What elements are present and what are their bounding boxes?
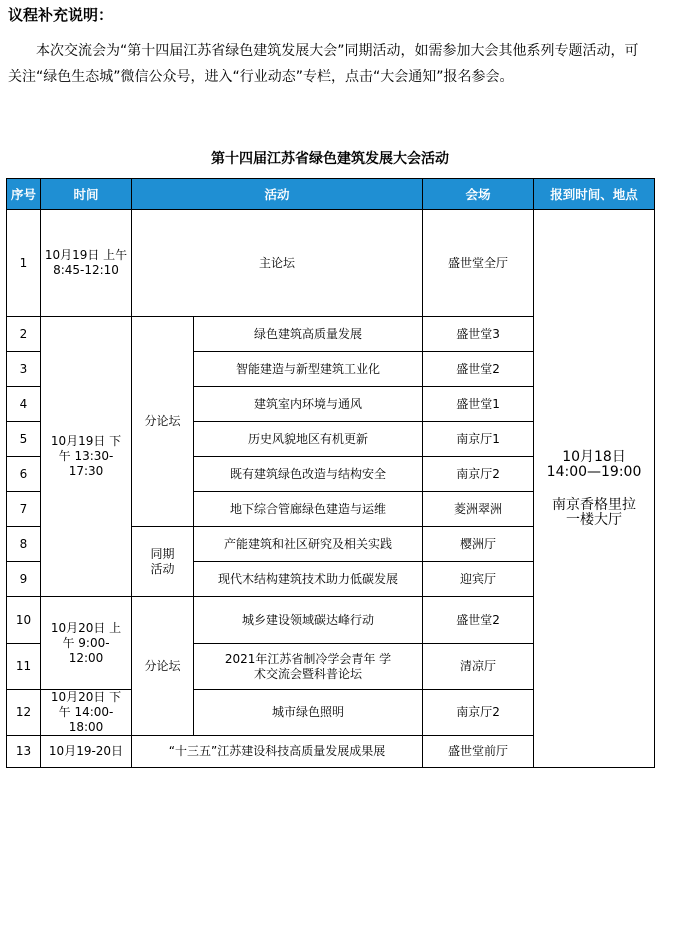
registration-date: 10月18日: [562, 448, 626, 465]
activity-text: 2021年江苏省制冷学会青年 学术交流会暨科普论坛: [224, 651, 392, 681]
row-type: 分论坛: [132, 317, 194, 527]
row-venue: 盛世堂前厅: [423, 736, 534, 768]
row-venue: 南京厅1: [423, 422, 534, 457]
header-no: 序号: [7, 179, 41, 210]
row-venue: 盛世堂全厅: [423, 210, 534, 317]
row-activity: 地下综合管廊绿色建造与运维: [194, 492, 423, 527]
row-venue: 盛世堂3: [423, 317, 534, 352]
row-activity: 既有建筑绿色改造与结构安全: [194, 457, 423, 492]
row-activity: 城乡建设领域碳达峰行动: [194, 597, 423, 644]
header-time: 时间: [41, 179, 132, 210]
row-time: [41, 690, 132, 736]
row-activity: 绿色建筑高质量发展: [194, 317, 423, 352]
row-time: 10月19-20日: [41, 736, 132, 768]
table-row: [7, 210, 655, 317]
row-venue: 菱洲翠洲: [423, 492, 534, 527]
row-activity: [194, 644, 423, 690]
row-type: 分论坛: [132, 597, 194, 736]
row-venue: 盛世堂2: [423, 597, 534, 644]
registration-spacer: [536, 480, 652, 498]
row-no: 9: [7, 562, 41, 597]
row-no: 5: [7, 422, 41, 457]
row-activity: 历史风貌地区有机更新: [194, 422, 423, 457]
registration-place: 南京香格里拉 一楼大厅: [552, 496, 637, 528]
row-no: 13: [7, 736, 41, 768]
row-venue: 樱洲厅: [423, 527, 534, 562]
page-heading: 议程补充说明：: [8, 6, 114, 24]
time-text: 10月20日 上午 9:00-12:00: [50, 620, 122, 665]
registration-time: 14:00—19:00: [546, 463, 642, 480]
row-no: 6: [7, 457, 41, 492]
row-venue: 清凉厅: [423, 644, 534, 690]
row-no: 8: [7, 527, 41, 562]
header-activity: 活动: [132, 179, 423, 210]
table-title: 第十四届江苏省绿色建筑发展大会活动: [211, 151, 449, 167]
row-no: 12: [7, 690, 41, 736]
row-activity: 现代木结构建筑技术助力低碳发展: [194, 562, 423, 597]
row-venue: 盛世堂2: [423, 352, 534, 387]
row-activity: 主论坛: [132, 210, 423, 317]
row-venue: 南京厅2: [423, 690, 534, 736]
row-venue: 盛世堂1: [423, 387, 534, 422]
row-no: 10: [7, 597, 41, 644]
time-text: 10月19日 下午 13:30-17:30: [50, 434, 122, 478]
schedule-table: [6, 178, 655, 768]
row-venue: 迎宾厅: [423, 562, 534, 597]
time-text: 10月19日 上午 8:45-12:10: [44, 248, 128, 277]
row-activity: 建筑室内环境与通风: [194, 387, 423, 422]
row-activity: 产能建筑和社区研究及相关实践: [194, 527, 423, 562]
row-no: 3: [7, 352, 41, 387]
row-activity: 城市绿色照明: [194, 690, 423, 736]
type-text: 同期 活动: [150, 546, 175, 576]
row-no: 4: [7, 387, 41, 422]
row-time: [41, 210, 132, 317]
row-no: 2: [7, 317, 41, 352]
row-activity: “十三五”江苏建设科技高质量发展成果展: [132, 736, 423, 768]
header-venue: 会场: [423, 179, 534, 210]
row-type: [132, 527, 194, 597]
row-activity: 智能建造与新型建筑工业化: [194, 352, 423, 387]
header-registration: 报到时间、地点: [534, 179, 655, 210]
intro-paragraph: 本次交流会为“第十四届江苏省绿色建筑发展大会”同期活动，如需参加大会其他系列专题活动，可关注“绿色生态城”微信公众号，进入“行业动态”专栏，点击“大会通知”报名参会。: [8, 43, 639, 85]
row-venue: 南京厅2: [423, 457, 534, 492]
row-no: 1: [7, 210, 41, 317]
table-header-row: [7, 179, 655, 210]
row-no: 11: [7, 644, 41, 690]
registration-cell: [534, 210, 655, 768]
row-time: [41, 597, 132, 690]
row-no: 7: [7, 492, 41, 527]
time-text: 10月20日 下午 14:00-18:00: [50, 690, 122, 734]
row-time: [41, 317, 132, 597]
